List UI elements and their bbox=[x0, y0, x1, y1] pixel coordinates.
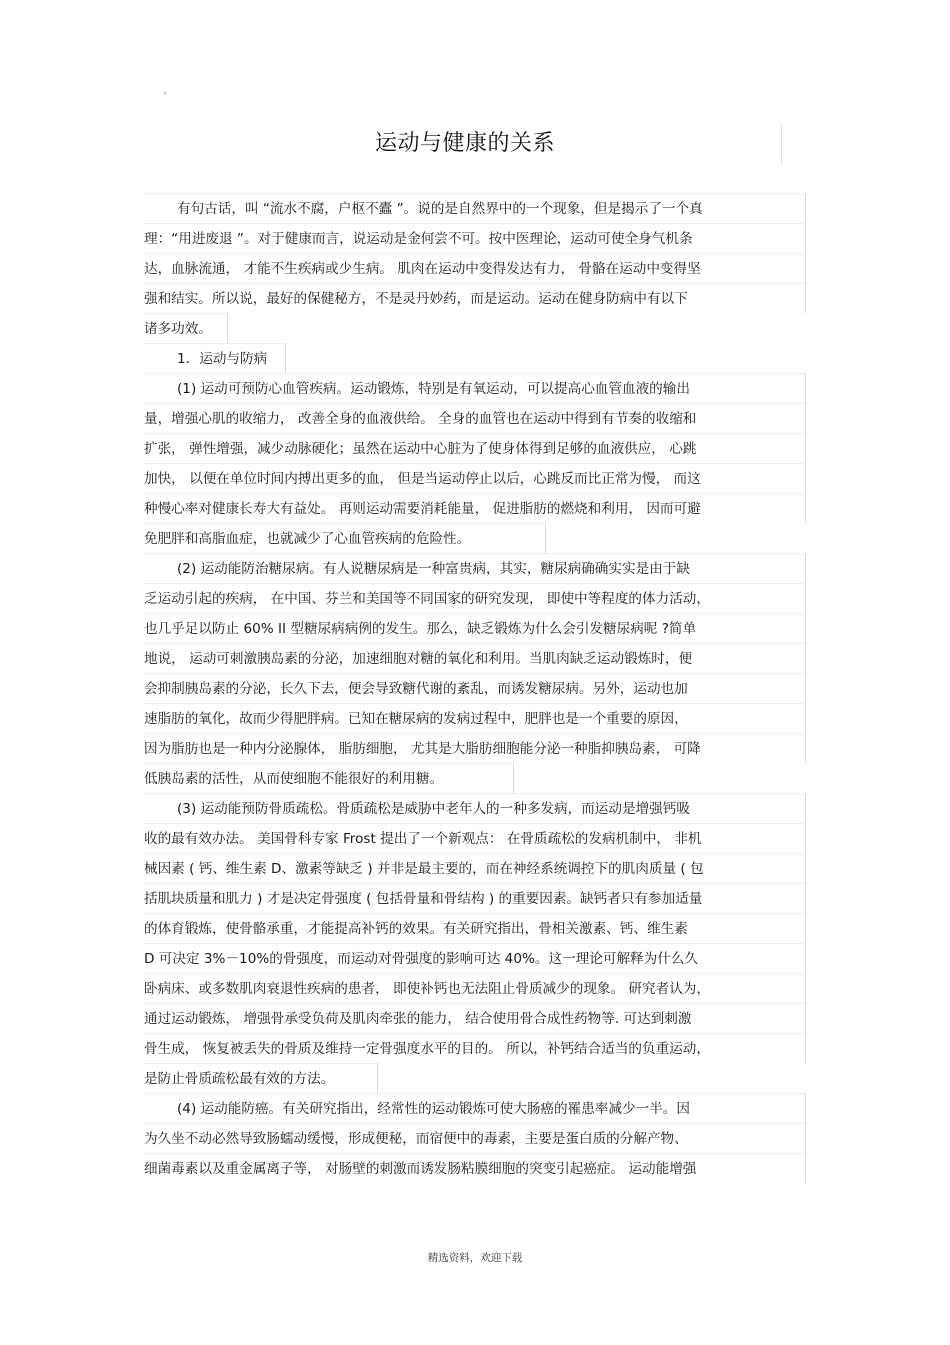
text-line: 因为脂肪也是一种内分泌腺体， 脂肪细胞， 尤其是大脂肪细胞能分泌一种脂抑胰岛素， 可降 bbox=[144, 733, 806, 763]
page-corner-mark: 。 bbox=[163, 86, 173, 97]
text-line: 也几乎足以防止 60% II 型糖尿病病例的发生。那么，缺乏锻炼为什么会引发糖尿病呢 ?简单 bbox=[144, 613, 806, 643]
page-footer: 精选资料，欢迎下载 bbox=[427, 1252, 523, 1264]
text-line: 会抑制胰岛素的分泌，长久下去，便会导致糖代谢的紊乱，而诱发糖尿病。另外，运动也加 bbox=[144, 673, 806, 703]
text-line: 有句古话，叫 “流水不腐，户枢不蠹 ”。说的是自然界中的一个现象，但是揭示了一个真 bbox=[144, 193, 806, 223]
section-heading: 1．运动与防病 bbox=[144, 343, 286, 373]
text-line: 括肌块质量和肌力 ) 才是决定骨强度 ( 包括骨量和骨结构 ) 的重要因素。缺钙者只有参加适量 bbox=[144, 883, 806, 913]
title-rule bbox=[781, 124, 782, 166]
text-line: 骨生成， 恢复被丢失的骨质及维持一定骨强度水平的目的。 所以，补钙结合适当的负重运动， bbox=[144, 1033, 806, 1063]
text-line: D 可决定 3%－10%的骨强度，而运动对骨强度的影响可达 40%。这一理论可解释为什么久 bbox=[144, 943, 806, 973]
text-line: 是防止骨质疏松最有效的方法。 bbox=[144, 1063, 378, 1093]
text-line: 通过运动锻炼， 增强骨承受负荷及肌肉牵张的能力， 结合使用骨合成性药物等. 可达到刺激 bbox=[144, 1003, 806, 1033]
text-line: 理：“用进废退 ”。对于健康而言，说运动是金何尝不可。按中医理论，运动可使全身气机条 bbox=[144, 223, 806, 253]
text-line: 低胰岛素的活性，从而使细胞不能很好的利用糖。 bbox=[144, 763, 514, 793]
text-line: 加快， 以便在单位时间内搏出更多的血， 但是当运动停止以后，心跳反而比正常为慢， 而这 bbox=[144, 463, 806, 493]
page-title: 运动与健康的关系 bbox=[374, 131, 555, 156]
text-line: 扩张， 弹性增强，减少动脉硬化；虽然在运动中心脏为了使身体得到足够的血液供应， 心跳 bbox=[144, 433, 806, 463]
text-line: 的体育锻炼，使骨骼承重，才能提高补钙的效果。有关研究指出，骨相关激素、钙、维生素 bbox=[144, 913, 806, 943]
text-line: (1) 运动可预防心血管疾病。运动锻炼，特别是有氧运动，可以提高心血管血液的输出 bbox=[144, 373, 806, 403]
text-line: (3) 运动能预防骨质疏松。骨质疏松是威胁中老年人的一种多发病，而运动是增强钙吸 bbox=[144, 793, 806, 823]
text-line: 量，增强心肌的收缩力， 改善全身的血液供给。 全身的血管也在运动中得到有节奏的收缩和 bbox=[144, 403, 806, 433]
text-line: (2) 运动能防治糖尿病。有人说糖尿病是一种富贵病，其实，糖尿病确确实实是由于缺 bbox=[144, 553, 806, 583]
text-line: 诸多功效。 bbox=[144, 313, 228, 343]
text-line: 卧病床、或多数肌肉衰退性疾病的患者， 即使补钙也无法阻止骨质减少的现象。 研究者认为， bbox=[144, 973, 806, 1003]
text-line: 强和结实。所以说，最好的保健秘方，不是灵丹妙药，而是运动。运动在健身防病中有以下 bbox=[144, 283, 806, 313]
text-line: 细菌毒素以及重金属离子等， 对肠壁的刺激而诱发肠粘膜细胞的突变引起癌症。 运动能增强 bbox=[144, 1153, 806, 1183]
text-line: 收的最有效办法。 美国骨科专家 Frost 提出了一个新观点： 在骨质疏松的发病机制中， 非机 bbox=[144, 823, 806, 853]
text-line: (4) 运动能防癌。有关研究指出，经常性的运动锻炼可使大肠癌的罹患率减少一半。因 bbox=[144, 1093, 806, 1123]
text-line: 免肥胖和高脂血症，也就减少了心血管疾病的危险性。 bbox=[144, 523, 546, 553]
text-line: 为久坐不动必然导致肠蠕动缓慢，形成便秘，而宿便中的毒素，主要是蛋白质的分解产物、 bbox=[144, 1123, 806, 1153]
text-line: 种慢心率对健康长寿大有益处。 再则运动需要消耗能量， 促进脂肪的燃烧和利用， 因而可避 bbox=[144, 493, 806, 523]
text-line: 械因素 ( 钙、维生素 D、激素等缺乏 ) 并非是最主要的，而在神经系统调控下的肌肉质量 ( 包 bbox=[144, 853, 806, 883]
text-line: 速脂肪的氧化，故而少得肥胖病。已知在糖尿病的发病过程中，肥胖也是一个重要的原因， bbox=[144, 703, 806, 733]
text-line: 达，血脉流通， 才能不生疾病或少生病。 肌肉在运动中变得发达有力， 骨骼在运动中变得坚 bbox=[144, 253, 806, 283]
text-line: 乏运动引起的疾病， 在中国、芬兰和美国等不同国家的研究发现， 即使中等程度的体力活动， bbox=[144, 583, 806, 613]
text-line: 地说， 运动可刺激胰岛素的分泌，加速细胞对糖的氧化和利用。当肌肉缺乏运动锻炼时，便 bbox=[144, 643, 806, 673]
